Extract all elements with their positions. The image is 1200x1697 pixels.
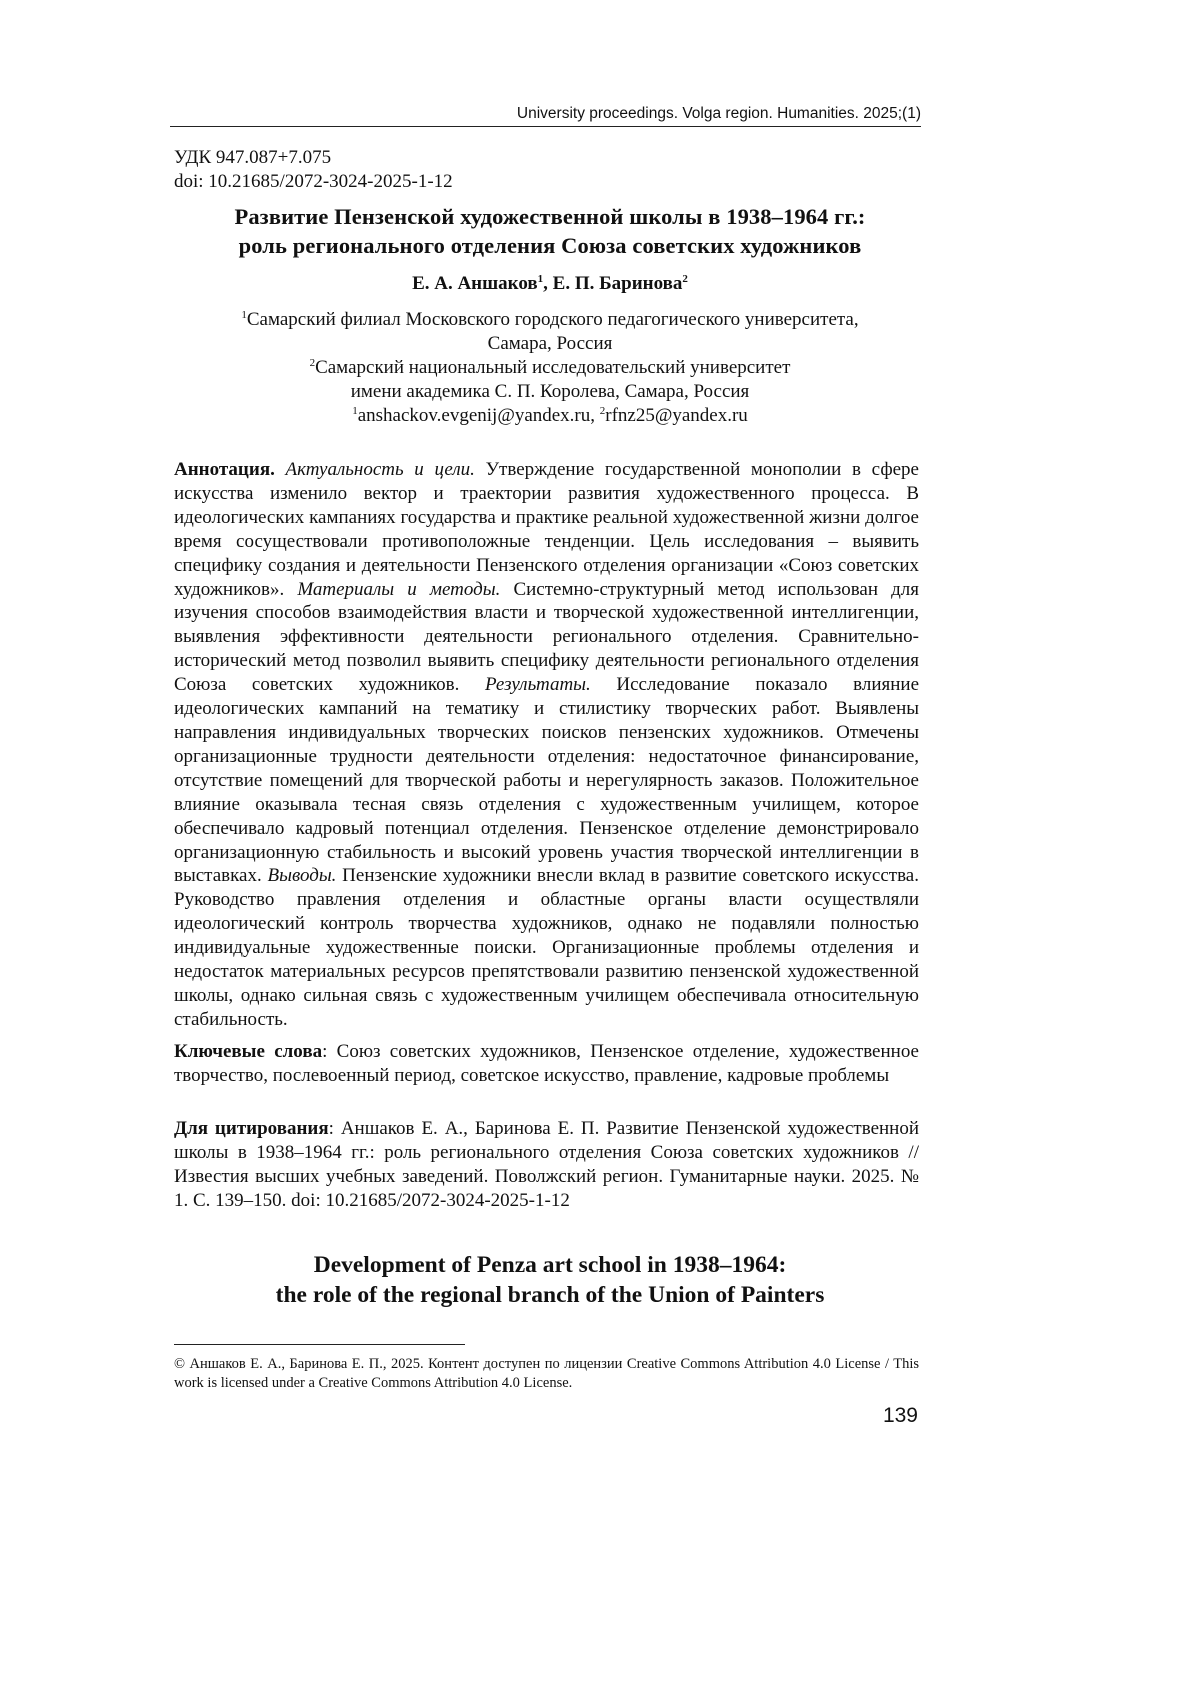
footnote-divider: [174, 1344, 465, 1345]
affiliation-marker: 1: [537, 273, 544, 285]
author-separator: ,: [543, 273, 553, 294]
abstract-heading-results: Результаты.: [485, 674, 591, 696]
email-link[interactable]: rfnz25@yandex.ru: [605, 405, 748, 426]
affiliations: [120, 308, 980, 404]
title-ru-line-1: Развитие Пензенской художественной школы в 1938–1964 гг.:: [234, 204, 866, 229]
email-link[interactable]: anshackov.evgenij@yandex.ru: [357, 405, 591, 426]
abstract: [174, 458, 919, 1032]
author-list: [150, 272, 950, 296]
license-footnote: © Аншаков Е. А., Баринова Е. П., 2025. Контент доступен по лицензии Creative Commons Attribution 4.0 License / This work is licensed under a Creative Commons Attribution 4.0 License.: [174, 1356, 919, 1391]
title-en-line-1: Development of Penza art school in 1938–1964:: [313, 1252, 787, 1278]
abstract-heading-goals: Актуальность и цели.: [285, 459, 475, 480]
abstract-heading-methods: Материалы и методы.: [297, 578, 501, 600]
affiliation-line: $^2$Самарский национальный исследовательский университет: [309, 357, 791, 378]
keywords: [174, 1040, 919, 1088]
citation-label: Для цитирования: [174, 1118, 329, 1139]
author-emails: [150, 404, 950, 428]
affiliation-marker: 1: [241, 309, 247, 321]
affiliation-marker: 2: [682, 273, 688, 285]
author-name: Е. П. Баринова: [552, 273, 683, 294]
abstract-text: Исследование показало влияние идеологических кампаний на тематику и стилистику творческих работ. Выявлены направления индивидуальных творческих поисков пензенских художников. Отмечены организационные трудности деятельности отделения: недостаточное финансирование, отсутствие помещений для творческой работы и нерегулярность заказов. Положительное влияние оказывала тесная связь отделения с художественным училищем, которое обеспечивало кадровый потенциал отделения. Пензенское отделение демонстрировало организационную стабильность и высокий уровень участия творческой интеллигенции в выставках.: [174, 674, 919, 887]
abstract-label: Аннотация.: [174, 459, 275, 480]
affiliation-line: имени академика С. П. Королева, Самара, Россия: [350, 381, 750, 402]
keywords-label: Ключевые слова: [174, 1041, 323, 1062]
page-number: 139: [882, 1404, 918, 1427]
affiliation-marker: 1: [352, 405, 358, 417]
article-title-ru: [150, 202, 950, 260]
author-name: Е. А. Аншаков: [412, 273, 538, 294]
udk-code: УДК 947.087+7.075: [174, 147, 332, 168]
running-head: University proceedings. Volga region. Humanities. 2025;(1): [516, 105, 921, 122]
keywords-text: : Союз советских художников, Пензенское отделение, художественное творчество, послевоенный период, советское искусство, правление, кадровые проблемы: [174, 1041, 919, 1086]
affiliation-marker: 2: [309, 357, 316, 369]
affiliation-marker: 2: [599, 405, 606, 417]
article-meta: [174, 146, 453, 194]
article-title-en: [150, 1250, 950, 1310]
abstract-text: Системно-структурный метод использован для изучения способов взаимодействия власти и творческой художественной интеллигенции, выявления эффективности деятельности регионального отделения. Сравнительно-исторический метод позволил выявить специфику деятельности регионального отделения Союза советских художников.: [174, 578, 919, 696]
abstract-text: Утверждение государственной монополии в сфере искусства изменило вектор и траектории развития художественного процесса. В идеологических кампаниях государства и практике реальной художественной жизни долгое время сосуществовали противоположные тенденции. Цель исследования – выявить специфику создания и деятельности Пензенского отделения организации «Союз советских художников».: [174, 459, 919, 600]
header-divider: [170, 126, 921, 127]
title-ru-line-2: роль регионального отделения Союза советских художников: [238, 233, 862, 258]
citation: [174, 1117, 919, 1213]
email-separator: ,: [590, 405, 600, 426]
doi-line: doi: 10.21685/2072-3024-2025-1-12: [174, 171, 453, 192]
affiliation-line: Самара, Россия: [487, 333, 613, 354]
abstract-text: Пензенские художники внесли вклад в развитие советского искусства. Руководство правления отделения и областные органы власти осуществляли идеологический контроль творчества художников, однако не подавляли полностью индивидуальные художественные поиски. Организационные проблемы отделения и недостаток материальных ресурсов препятствовали развитию пензенской художественной школы, однако сильная связь с художественным училищем обеспечивала относительную стабильность.: [174, 865, 919, 1030]
title-en-line-2: the role of the regional branch of the Union of Painters: [275, 1282, 825, 1308]
affiliation-line: $^1$Самарский филиал Московского городского педагогического университета,: [241, 309, 859, 330]
citation-text: : Аншаков Е. А., Баринова Е. П. Развитие Пензенской художественной школы в 1938–1964 гг.: роль регионального отделения Союза советских художников // Известия высших учебных заведений. Поволжский регион. Гуманитарные науки. 2025. № 1. С. 139–150. doi: 10.21685/2072-3024-2025-1-12: [174, 1118, 920, 1211]
abstract-heading-conclusions: Выводы.: [267, 865, 337, 887]
